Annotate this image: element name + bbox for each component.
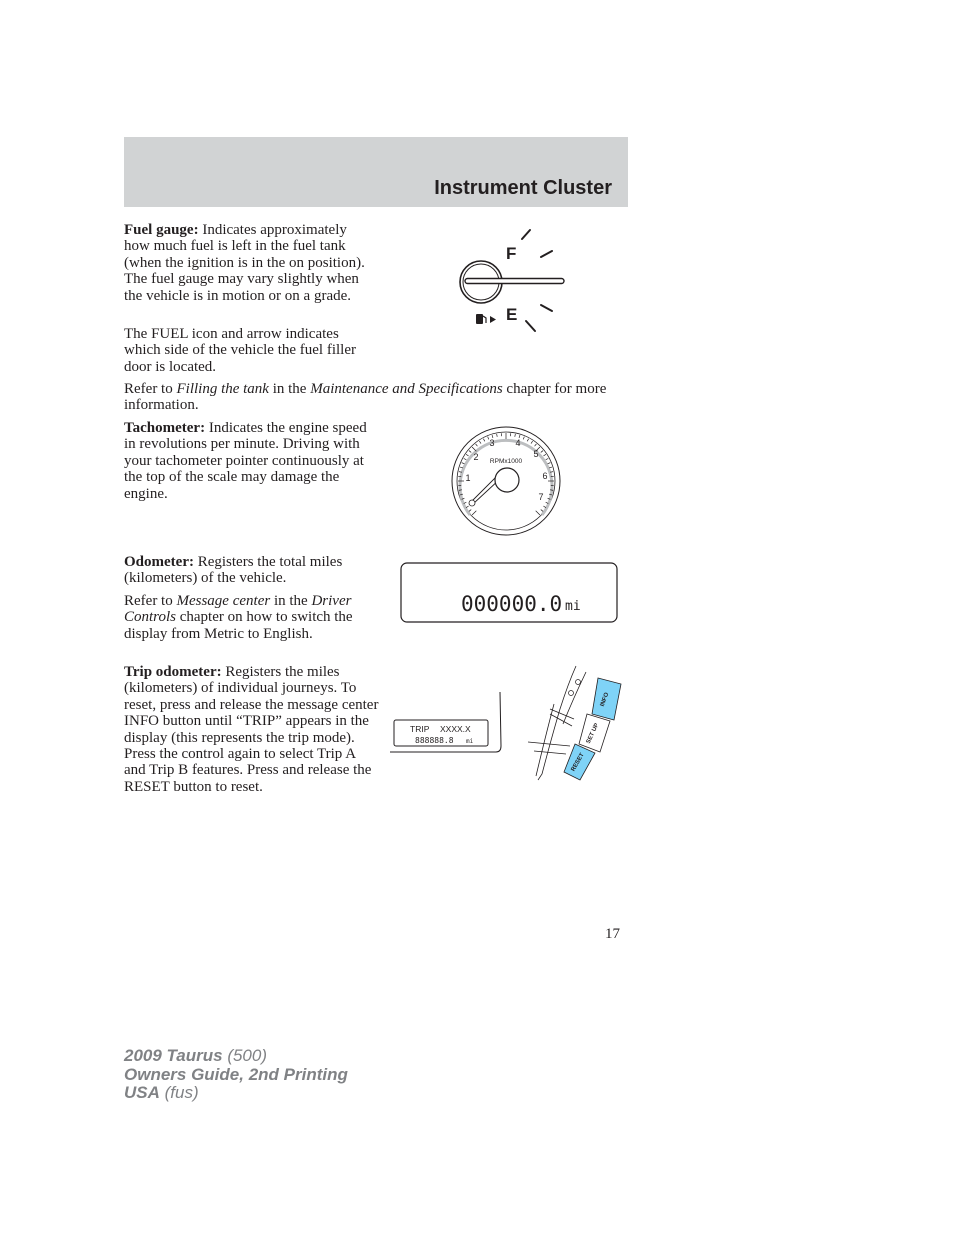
fuel-tick-empty bbox=[541, 305, 552, 311]
fuel-door-arrow-icon bbox=[490, 316, 496, 323]
trip-display-total: 888888.8 bbox=[415, 736, 454, 745]
refer-message-center-paragraph bbox=[124, 593, 374, 642]
refer-text: Refer to bbox=[124, 381, 177, 397]
odometer-text: Registers the total miles (kilometers) of the vehicle. bbox=[124, 554, 343, 587]
page-title: Instrument Cluster bbox=[434, 177, 612, 199]
refer-text: in the bbox=[270, 593, 312, 609]
refer-filling-paragraph bbox=[124, 381, 628, 414]
footer-line-2 bbox=[124, 1066, 348, 1085]
footer-line-3 bbox=[124, 1084, 348, 1103]
trip-odometer-text: Registers the miles (kilometers) of individual journeys. To reset, press and release the message center INFO button until “TRIP” appears in the display (this represents the trip mode). Press the control again to select Trip A and Trip B features. Press and release the RESET button to reset. bbox=[124, 664, 379, 795]
refer-text: chapter on how to switch the display from Metric to English. bbox=[124, 609, 353, 642]
trip-odometer-term: Trip odometer: bbox=[124, 664, 222, 680]
odometer-paragraph bbox=[124, 554, 379, 587]
trip-display-value: XXXX.X bbox=[440, 724, 471, 734]
page-header bbox=[124, 137, 628, 207]
setup-button-label: SET UP bbox=[585, 722, 601, 745]
page-number: 17 bbox=[605, 926, 620, 942]
refer-text: in the bbox=[268, 381, 311, 397]
fuel-gauge-dial bbox=[460, 261, 564, 303]
fuel-tick-empty-bottom bbox=[526, 321, 535, 331]
refer-link-maintenance: Maintenance and Specifications bbox=[310, 381, 503, 397]
fuel-pump-icon bbox=[476, 314, 496, 324]
fuel-tick-full-top bbox=[522, 230, 530, 239]
document-footer bbox=[124, 1047, 348, 1103]
info-button-label: INFO bbox=[599, 691, 611, 708]
footer-market-code: (fus) bbox=[159, 1083, 199, 1102]
fuel-needle bbox=[465, 279, 564, 284]
tach-label-7: 7 bbox=[538, 492, 544, 502]
tach-label-1: 1 bbox=[465, 473, 471, 483]
tachometer-figure bbox=[448, 424, 564, 538]
refer-link-filling: Filling the tank bbox=[176, 381, 269, 397]
tachometer-text: Indicates the engine speed in revolutions per minute. Driving with your tachometer pointer continuously at the top of the scale may damage the engine. bbox=[124, 420, 367, 502]
fuel-empty-label: E bbox=[506, 305, 518, 324]
tach-hub bbox=[495, 468, 519, 492]
footer-model-code: (500) bbox=[222, 1046, 268, 1065]
footer-line-1 bbox=[124, 1047, 348, 1066]
fuel-gauge-paragraph bbox=[124, 222, 374, 304]
tachometer-term: Tachometer: bbox=[124, 420, 206, 436]
trip-display-label: TRIP bbox=[410, 724, 430, 734]
trip-display-unit: mi bbox=[466, 738, 474, 745]
odometer-value: 000000.0 bbox=[461, 592, 563, 616]
fuel-tick-full bbox=[541, 251, 552, 257]
trip-odometer-paragraph bbox=[124, 664, 379, 795]
reset-button-label: RESET bbox=[570, 752, 586, 773]
refer-text: Refer to bbox=[124, 593, 177, 609]
odometer-unit: mi bbox=[565, 599, 581, 614]
fuel-gauge-text: Indicates approximately how much fuel is left in the fuel tank (when the ignition is in the on position). The fuel gauge may vary slightly when the vehicle is in motion or on a grade. bbox=[124, 222, 365, 304]
tach-rpm-label: RPMx1000 bbox=[489, 458, 523, 465]
refer-text: chapter for more information. bbox=[124, 381, 607, 414]
fuel-gauge-term: Fuel gauge: bbox=[124, 222, 199, 238]
fuel-icon-paragraph: The FUEL icon and arrow indicates which side of the vehicle the fuel filler door is located. bbox=[124, 326, 356, 375]
trip-display-figure bbox=[388, 664, 628, 784]
tach-label-3: 3 bbox=[489, 438, 495, 448]
tach-label-2: 2 bbox=[473, 452, 479, 462]
tach-label-6: 6 bbox=[542, 471, 548, 481]
odometer-term: Odometer: bbox=[124, 554, 194, 570]
refer-link-driver-controls: Driver Controls bbox=[124, 593, 352, 626]
fuel-gauge-figure bbox=[450, 225, 580, 340]
tach-label-5: 5 bbox=[533, 449, 539, 459]
footer-market: USA bbox=[124, 1083, 160, 1102]
tach-label-4: 4 bbox=[515, 438, 521, 448]
refer-link-message-center: Message center bbox=[176, 593, 271, 609]
footer-model: 2009 Taurus bbox=[124, 1046, 223, 1065]
odometer-display-figure bbox=[399, 561, 621, 625]
tachometer-paragraph bbox=[124, 420, 374, 502]
footer-edition: Owners Guide, 2nd Printing bbox=[124, 1064, 348, 1084]
fuel-full-label: F bbox=[506, 244, 517, 263]
